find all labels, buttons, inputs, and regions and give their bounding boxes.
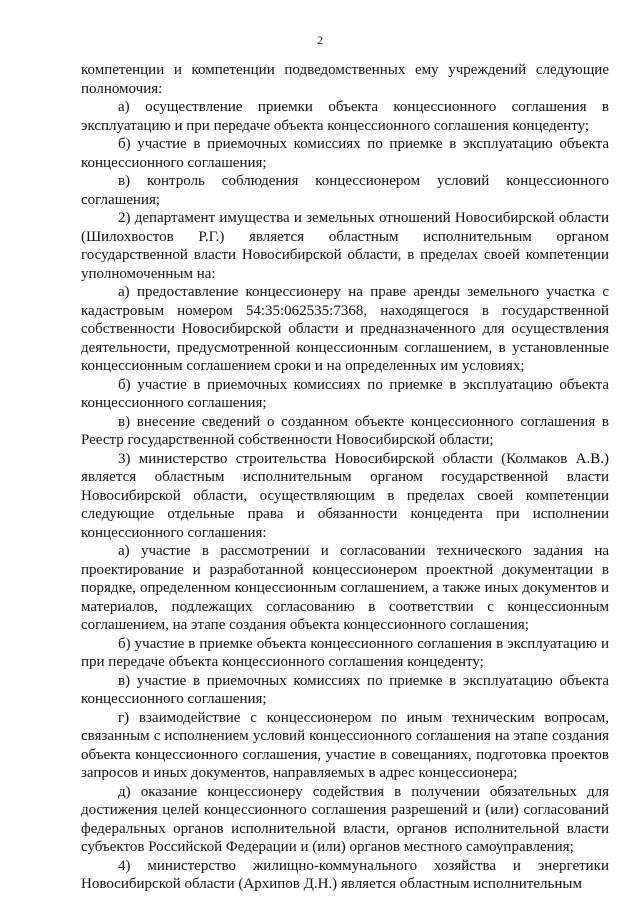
paragraph-2b: б) участие в приемочных комиссиях по приемке в эксплуатацию объекта концессионного соглашения;	[81, 376, 609, 411]
paragraph-3d: г) взаимодействие с концессионером по иным техническим вопросам, связанным с исполнением условий концессионного соглашения на этапе создания объекта концессионного соглашения, участие в совещаниях, подготовка проектов запросов и иных документов, направляемых в адрес концессионера;	[81, 709, 609, 781]
paragraph-continuation: компетенции и компетенции подведомственных ему учреждений следующие полномочия:	[81, 62, 609, 97]
paragraph-1a: а) осуществление приемки объекта концессионного соглашения в эксплуатацию и при передаче объекта концессионного соглашения концеденту;	[81, 99, 609, 134]
document-body	[81, 61, 609, 894]
paragraph-4: 4) министерство жилищно-коммунального хозяйства и энергетики Новосибирской области (Архипов Д.Н.) является областным исполнительным	[81, 857, 609, 892]
paragraph-2: 2) департамент имущества и земельных отношений Новосибирской области (Шилохвостов Р.Г.) является областным исполнительным органом государственной власти Новосибирской области, в пределах своей компетенции уполномоченным на:	[81, 210, 609, 282]
paragraph-3: 3) министерство строительства Новосибирской области (Колмаков А.В.) является областным исполнительным органом государственной власти Новосибирской области, осуществляющим в пределах своей компетенции следующие отдельные права и обязанности концедента при исполнении концессионного соглашения:	[81, 450, 609, 541]
paragraph-3c: в) участие в приемочных комиссиях по приемке в эксплуатацию объекта концессионного соглашения;	[81, 672, 609, 707]
paragraph-1c: в) контроль соблюдения концессионером условий концессионного соглашения;	[81, 173, 609, 208]
paragraph-1b: б) участие в приемочных комиссиях по приемке в эксплуатацию объекта концессионного соглашения;	[81, 136, 609, 171]
page-number: 2	[317, 33, 323, 47]
paragraph-2c: в) внесение сведений о созданном объекте концессионного соглашения в Реестр государственной собственности Новосибирской области;	[81, 413, 609, 448]
paragraph-3a: а) участие в рассмотрении и согласовании технического задания на проектирование и разработанной концессионером проектной документации в порядке, определенном концессионным соглашением, а также иных документов и материалов, подлежащих согласованию в соответствии с концессионным соглашением, на этапе создания объекта концессионного соглашения;	[81, 543, 609, 633]
paragraph-3b: б) участие в приемке объекта концессионного соглашения в эксплуатацию и при передаче объекта концессионного соглашения концеденту;	[81, 635, 609, 670]
paragraph-2a: а) предоставление концессионеру на праве аренды земельного участка с кадастровым номером 54:35:062535:7368, находящегося в государственной собственности Новосибирской области и предназначенного для осуществления деятельности, предусмотренной концессионным соглашением, в установленные концессионным соглашением сроки и на определенных им условиях;	[81, 284, 609, 374]
paragraph-3e: д) оказание концессионеру содействия в получении обязательных для достижения целей концессионного соглашения разрешений и (или) согласований федеральных органов исполнительной власти, органов исполнительной власти субъектов Российской Федерации и (или) органов местного самоуправления;	[81, 783, 609, 855]
